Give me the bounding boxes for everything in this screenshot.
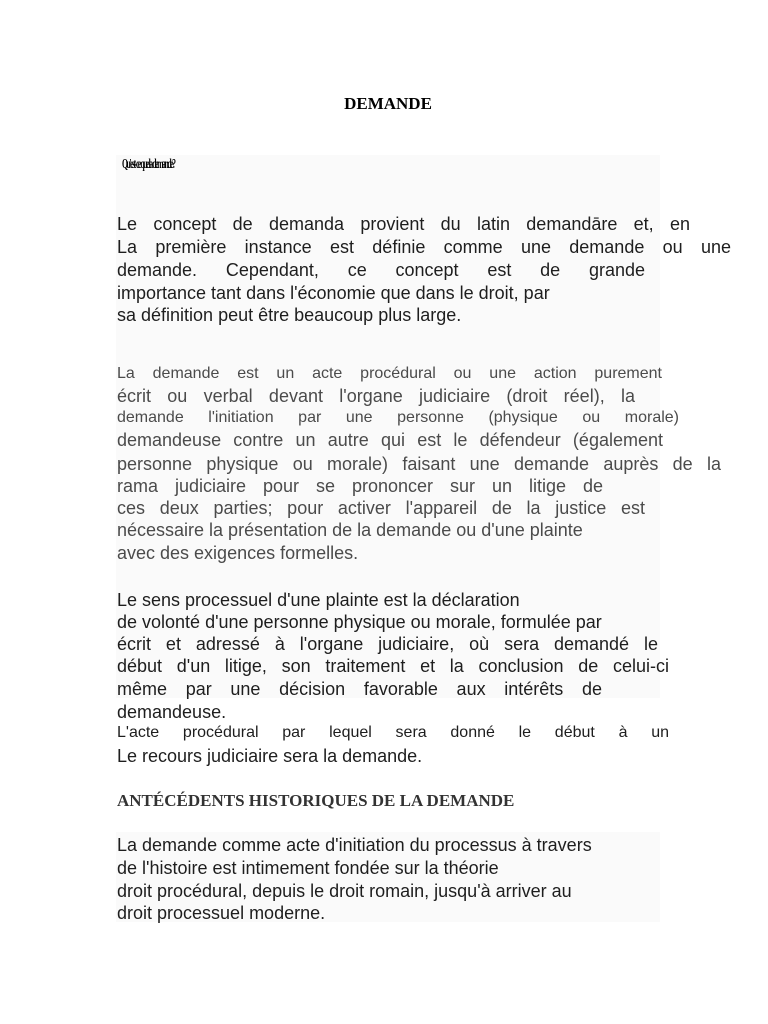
paragraph-line: demandeuse contre un autre qui est le défendeur (également — [117, 430, 663, 450]
paragraph-line: même par une décision favorable aux intérêts de — [117, 679, 602, 699]
document-title: DEMANDE — [344, 94, 432, 113]
paragraph-line: écrit ou verbal devant l'organe judiciaire (droit réel), la — [117, 386, 635, 406]
paragraph-line: importance tant dans l'économie que dans le droit, par — [117, 283, 550, 303]
paragraph-line: La première instance est définie comme une demande ou une — [117, 237, 731, 257]
paragraph-line: L'acte procédural par lequel sera donné le début à un — [117, 724, 669, 741]
paragraph-line: demande l'initiation par une personne (physique ou morale) — [117, 409, 679, 426]
paragraph-line: droit procédural, depuis le droit romain, jusqu'à arriver au — [117, 881, 572, 901]
paragraph-line: ces deux parties; pour activer l'appareil de la justice est — [117, 498, 645, 518]
paragraph-line: de volonté d'une personne physique ou morale, formulée par — [117, 612, 602, 632]
paragraph-line: Le concept de demanda provient du latin demandāre et, en — [117, 214, 690, 234]
paragraph-line: demandeuse. — [117, 702, 227, 722]
paragraph-line: La demande est un acte procédural ou une action purement — [117, 365, 662, 382]
paragraph-line: début d'un litige, son traitement et la conclusion de celui-ci — [117, 656, 669, 676]
paragraph-line: rama judiciaire pour se prononcer sur un litige de — [117, 476, 603, 496]
paragraph-line: nécessaire la présentation de la demande ou d'une plainte — [117, 520, 583, 540]
paragraph-line: avec des exigences formelles. — [117, 543, 359, 563]
paragraph-line: Le recours judiciaire sera la demande. — [117, 746, 423, 766]
paragraph-line: de l'histoire est intimement fondée sur la théorie — [117, 858, 499, 878]
paragraph-line: sa définition peut être beaucoup plus large. — [117, 305, 462, 325]
paragraph-line: personne physique ou morale) faisant une demande auprès de la — [117, 454, 721, 474]
paragraph-line: Le sens processuel d'une plainte est la déclaration — [117, 590, 520, 610]
paragraph-line: droit processuel moderne. — [117, 903, 326, 923]
paragraph-line: écrit et adressé à l'organe judiciaire, où sera demandé le — [117, 634, 658, 654]
question-heading: Qu'est-ce que la demande? — [122, 157, 175, 172]
paragraph-line: La demande comme acte d'initiation du processus à travers — [117, 835, 592, 855]
section-heading: ANTÉCÉDENTS HISTORIQUES DE LA DEMANDE — [117, 791, 515, 810]
paragraph-line: demande. Cependant, ce concept est de grande — [117, 260, 645, 280]
